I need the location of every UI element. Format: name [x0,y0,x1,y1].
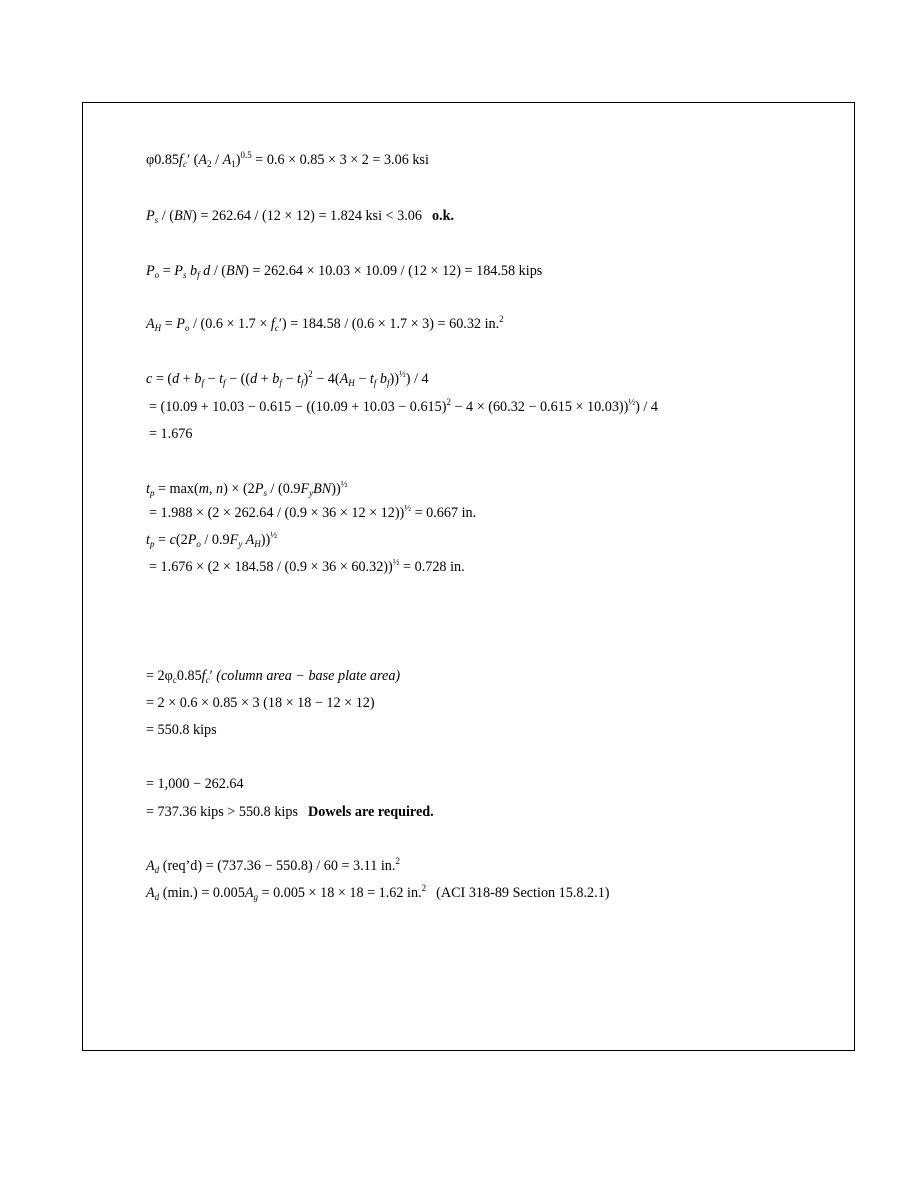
ah-value: = 184.58 / (0.6 × 1.7 × 3) = 60.32 in. [286,316,500,332]
bearing-strength-line: $\varphi 0.85f_c'$ $(A_2 / A_1)^{0.5} = 0.6 \times 0.85 \times 3 \times 2 = 3.06$ ksi [146,150,429,169]
ah-line: $A_H = P_o / (0.6 \times 1.7 \times f_c') = 184.58 / (0.6 \times 1.7 \times 3) = 60.32$ in.$^2$ [146,314,504,333]
concrete-capacity-result: = 550.8 kips [146,722,217,738]
tp-c-substitution-line: = $1.676 \times (2 \times 184.58 / (0.9 \times 36 \times 60.32))^{\frac{1}{2}} = 0.728$ in. [149,557,465,575]
concrete-capacity-line: = $2\varphi_c0.85f_c'$ (column area − base plate area) [146,668,401,685]
tp-max-substitution-line: = $1.988 \times (2 \times 262.64 / (0.9 \times 36 \times 12 \times 12))^{\frac{1}{2}} = 0.667$ in. [149,503,477,521]
dowels-required-note: Dowels are required. [307,804,434,820]
remaining-load-result: = 737.36 kips > 550.8 kips Dowels are required. [146,804,434,820]
c-substitution-line: = $(10.09 + 10.03 - 0.615 - ((10.09 + 10.03 - 0.615)^2 - 4 \times (60.32 - 0.615 \times 10.03))^{\frac{1}{2}}) / 4$ [149,397,658,415]
bearing-pressure-check-line: $P_s / (BN) = 262.64 / (12 \times 12) = 1.824$ ksi < 3.06 o.k. [146,208,455,225]
po-value: = 262.64 × 10.03 × 10.09 / (12 × 12) = 184.58 kips [248,263,543,279]
ok-label: o.k. [431,208,455,224]
bearing-strength-value: = 0.6 × 0.85 × 3 × 2 = 3.06 ksi [251,152,429,168]
concrete-capacity-substitution: = 2 × 0.6 × 0.85 × 3 (18 × 18 − 12 × 12) [146,695,375,711]
ah-exponent: 2 [499,314,504,324]
bearing-pressure-value: = 262.64 / (12 × 12) = 1.824 ksi < 3.06 [196,208,422,224]
aci-reference: (ACI 318-89 Section 15.8.2.1) [436,885,610,901]
document-frame [82,102,855,1051]
tp-max-formula-line: $t_p = \max(m$, $n) \times (2P_s / (0.9F_yBN))^{\frac{1}{2}}$ [146,479,348,498]
c-result-line: = 1.676 [149,426,193,442]
ad-minimum-line: $A_d$ $(\min.) = 0.005A_g = 0.005 \times 18 \times 18 = 1.62$ in.$^2$ (ACI 318-89 Section 15.8.2.1) [146,883,610,902]
remaining-load-line: = 1,000 − 262.64 [146,776,244,792]
tp-c-formula-line: $t_p = c(2P_o / 0.9F_y$ $A_H))^{\frac{1}{2}}$ [146,530,277,549]
c-formula-line: $c = (d + b_f - t_f - ((d + b_f - t_f)^2 - 4(A_H - t_f$ $b_f))^{\frac{1}{2}}) / 4$ [146,369,429,388]
po-line: $P_o = P_s$ $b_f$ d / (BN) = 262.64 × 10.03 × 10.09 / (12 × 12) = 184.58 kips [146,263,543,280]
ad-required-line: $A_d$ (req’d) = (737.36 − 550.8) / 60 = 3.11 in.$^2$ [146,856,400,875]
